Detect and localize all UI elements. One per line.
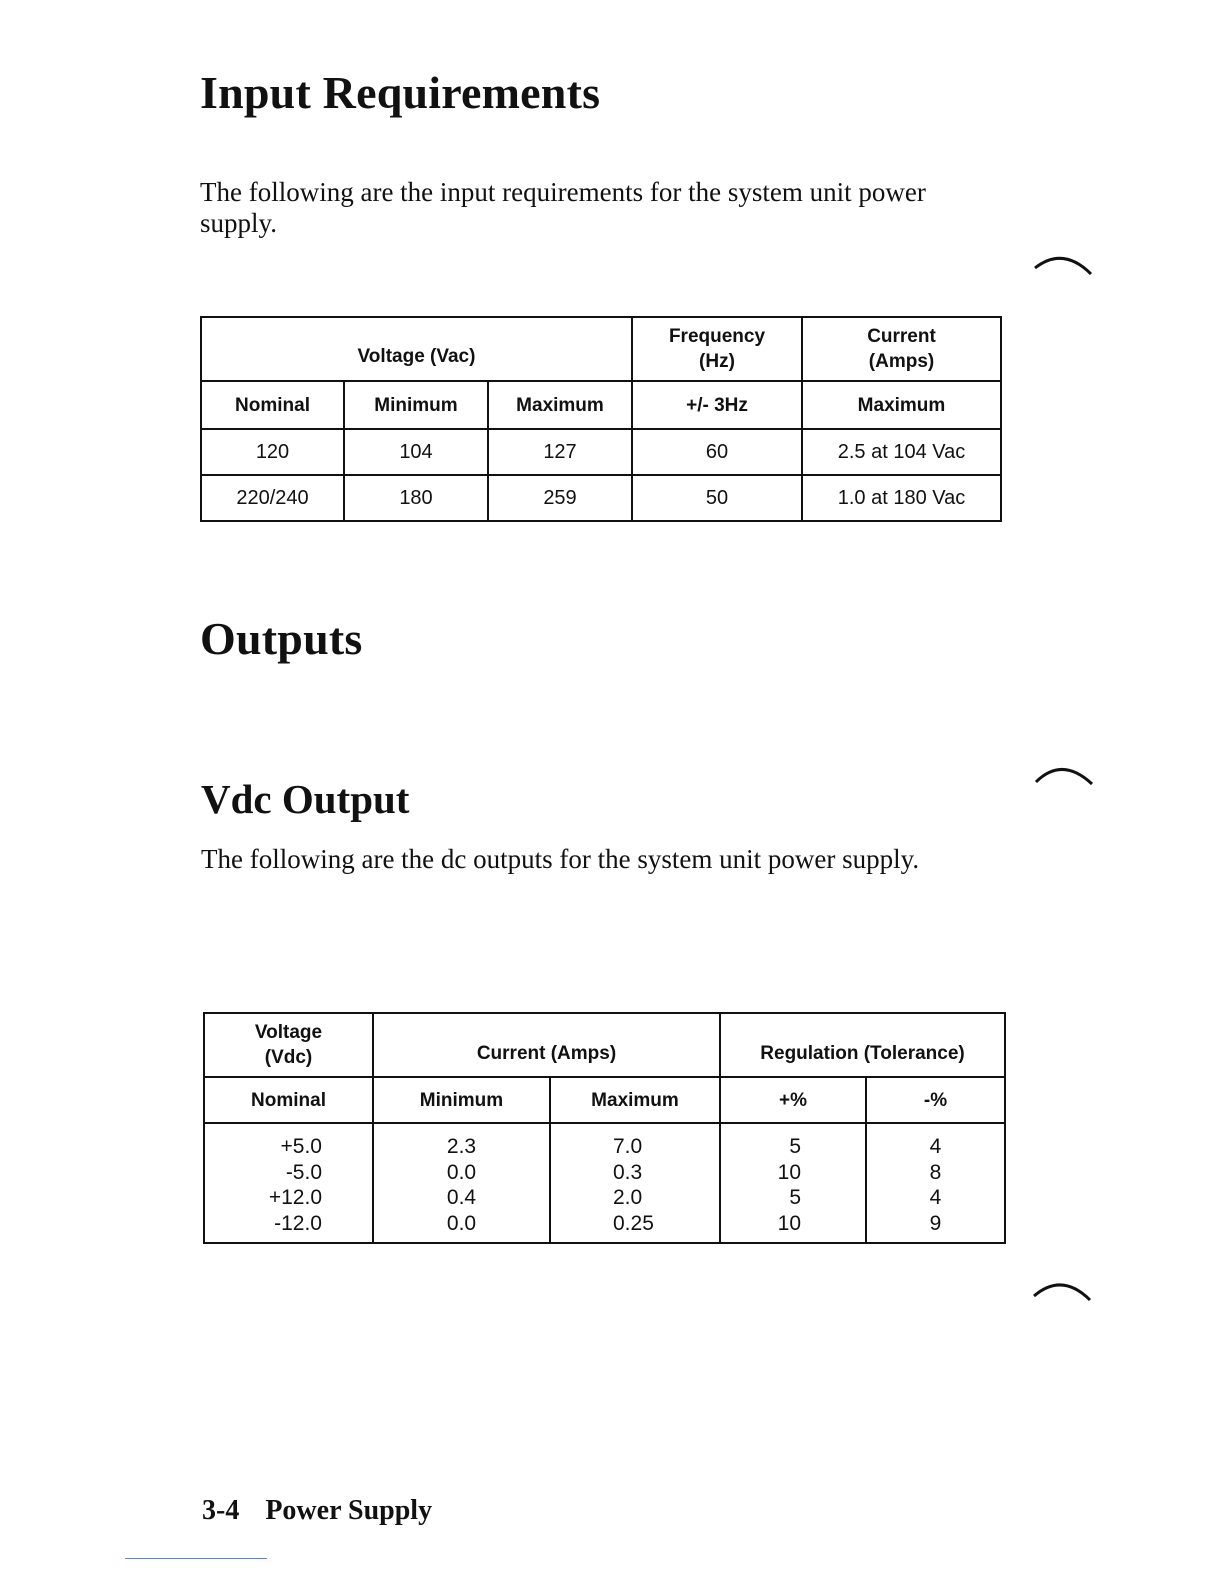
list-item: 5 <box>789 1186 801 1209</box>
voltage-vac-header: Voltage (Vac) <box>201 317 632 381</box>
current-header <box>802 317 1001 381</box>
list-item: -12.0 <box>274 1211 322 1235</box>
plus-percent-column-cell <box>720 1123 866 1243</box>
frequency-header <box>632 317 802 381</box>
table-cell: 2.5 at 104 Vac <box>802 429 1001 475</box>
subheader-maximum: Maximum <box>550 1077 720 1123</box>
table-cell: 259 <box>488 475 632 521</box>
table-cell: 120 <box>201 429 344 475</box>
list-item: 2.0 <box>613 1186 643 1209</box>
binder-hole-arc-icon <box>1034 754 1094 790</box>
frequency-header-line1: Frequency <box>668 326 766 347</box>
table-subheader-row <box>201 381 1001 429</box>
table-cell: 50 <box>632 475 802 521</box>
subheader-frequency-tolerance: +/- 3Hz <box>632 381 802 429</box>
footer-rule <box>125 1558 267 1559</box>
subheader-nominal: Nominal <box>204 1077 373 1123</box>
minimum-column-cell <box>373 1123 550 1243</box>
table-row <box>201 429 1001 475</box>
voltage-vdc-header-line1: Voltage <box>254 1022 323 1043</box>
list-item: 0.3 <box>613 1160 643 1184</box>
current-amps-header: Current (Amps) <box>373 1013 720 1077</box>
input-intro-paragraph: The following are the input requirements for the system unit power supply. <box>200 177 926 238</box>
subheader-minimum: Minimum <box>373 1077 550 1123</box>
section-heading-vdc-output: Vdc Output <box>201 776 410 822</box>
subheader-plus-percent: +% <box>720 1077 866 1123</box>
list-item: 5 <box>789 1135 801 1158</box>
vdc-output-table <box>203 1012 1006 1244</box>
table-row <box>201 475 1001 521</box>
voltage-vdc-header-line2: (Vdc) <box>264 1047 313 1068</box>
current-header-line1: Current <box>867 326 936 347</box>
table-cell: 127 <box>488 429 632 475</box>
current-header-line2: (Amps) <box>868 351 935 372</box>
list-item: 0.0 <box>446 1160 477 1184</box>
list-item: 4 <box>929 1186 942 1209</box>
maximum-column-cell <box>550 1123 720 1243</box>
subheader-minimum: Minimum <box>344 381 488 429</box>
binder-hole-arc-icon <box>1032 1270 1092 1306</box>
section-heading-outputs: Outputs <box>200 613 363 664</box>
vdc-intro-paragraph: The following are the dc outputs for the system unit power supply. <box>201 844 920 874</box>
list-item: +12.0 <box>268 1186 322 1209</box>
list-item: 7.0 <box>613 1135 643 1158</box>
list-item: 8 <box>929 1160 942 1184</box>
table-cell: 104 <box>344 429 488 475</box>
nominal-column-cell <box>204 1123 373 1243</box>
subheader-maximum: Maximum <box>488 381 632 429</box>
regulation-tolerance-header: Regulation (Tolerance) <box>720 1013 1005 1077</box>
voltage-vdc-header <box>204 1013 373 1077</box>
section-heading-input-requirements: Input Requirements <box>200 67 601 118</box>
frequency-header-line2: (Hz) <box>699 351 735 372</box>
list-item: 0.25 <box>613 1211 654 1235</box>
table-header-row <box>201 317 1001 381</box>
list-item: 10 <box>777 1160 801 1184</box>
subheader-minus-percent: -% <box>866 1077 1005 1123</box>
table-header-row <box>204 1013 1005 1077</box>
table-cell: 180 <box>344 475 488 521</box>
page-footer <box>202 1495 432 1527</box>
table-subheader-row <box>204 1077 1005 1123</box>
minus-percent-column-cell <box>866 1123 1005 1243</box>
list-item: +5.0 <box>280 1135 322 1158</box>
list-item: 0.4 <box>446 1186 477 1209</box>
input-requirements-table <box>200 316 1002 522</box>
list-item: 9 <box>929 1211 942 1235</box>
list-item: 0.0 <box>446 1211 477 1235</box>
table-cell: 60 <box>632 429 802 475</box>
table-row <box>204 1123 1005 1243</box>
page-number: 3-4 <box>202 1495 240 1526</box>
table-cell: 220/240 <box>201 475 344 521</box>
list-item: 2.3 <box>446 1135 477 1158</box>
list-item: 10 <box>777 1211 801 1235</box>
binder-hole-arc-icon <box>1033 244 1093 280</box>
subheader-current-maximum: Maximum <box>802 381 1001 429</box>
subheader-nominal: Nominal <box>201 381 344 429</box>
table-cell: 1.0 at 180 Vac <box>802 475 1001 521</box>
list-item: -5.0 <box>285 1160 322 1184</box>
list-item: 4 <box>929 1135 942 1158</box>
footer-section-title: Power Supply <box>265 1495 433 1526</box>
